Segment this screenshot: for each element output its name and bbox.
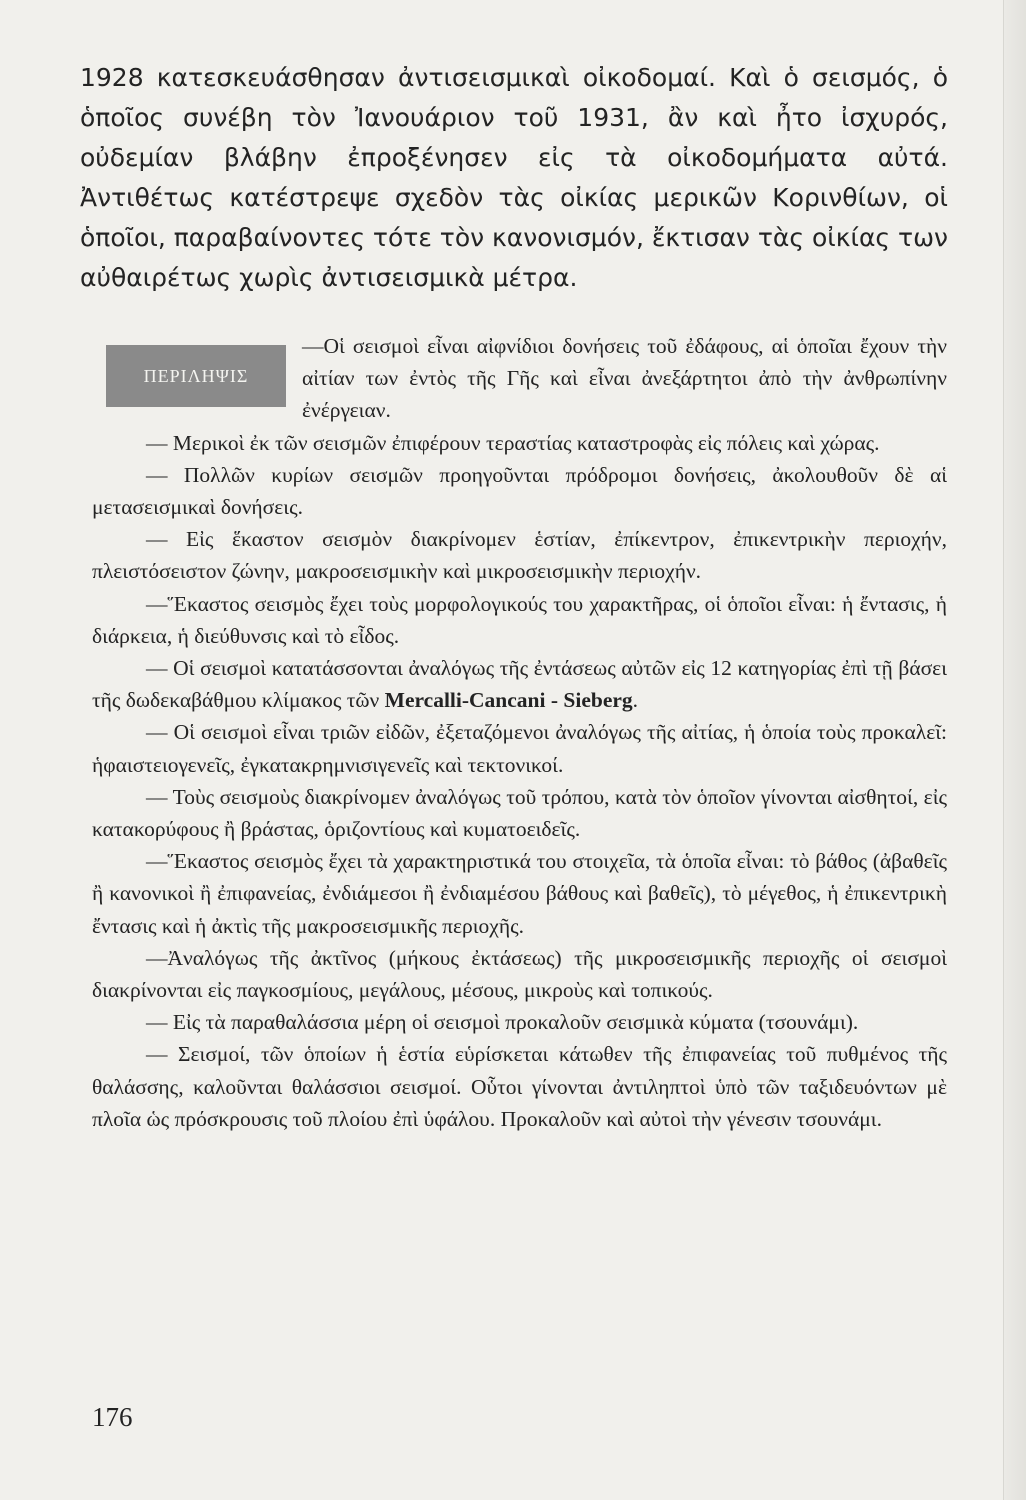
intro-section [80, 58, 948, 298]
summary-paragraph: —Ἀναλόγως τῆς ἀκτῖνος (μήκους ἐκτάσεως) τῆς μικροσεισμικῆς περιοχῆς οἱ σεισμοὶ διακρίνονται εἰς παγκοσμίους, μεγάλους, μέσους, μικροὺς καὶ τοπικούς. [92, 945, 947, 1003]
summary-paragraph [92, 652, 947, 716]
summary-paragraph: — Σεισμοί, τῶν ὁποίων ἡ ἑστία εὑρίσκεται κάτωθεν τῆς ἐπιφανείας τοῦ πυθμένος τῆς θαλάσσης, καλοῦνται θαλάσσιοι σεισμοί. Οὗτοι γίνονται ἀντιληπτοὶ ὑπὸ τῶν ταξιδευόντων μὲ πλοῖα ὡς πρόσκρουσις τοῦ πλοίου ἐπὶ ὑφάλου. Προκαλοῦν καὶ αὐτοὶ τὴν γένεσιν τσουνάμι. [92, 1042, 947, 1131]
summary-paragraph: — Οἱ σεισμοὶ εἶναι τριῶν εἰδῶν, ἐξεταζόμενοι ἀναλόγως τῆς αἰτίας, ἡ ὁποία τοὺς προκαλεῖ: ἡφαιστειογενεῖς, ἐγκατακρημνισιγενεῖς καὶ τεκτονικοί. [92, 720, 947, 777]
summary-paragraph: —Ἕκαστος σεισμὸς ἔχει τὰ χαρακτηριστικά του στοιχεῖα, τὰ ὁποῖα εἶναι: τὸ βάθος (ἀβαθεῖς ἢ κανονικοὶ ἢ ἐπιφανείας, ἐνδιάμεσοι ἢ ἐνδιαμέσου βάθους καὶ βαθεῖς), τὸ μέγεθος, ἡ ἐπικεντρικὴ ἔντασις καὶ ἡ ἀκτὶς τῆς μακροσεισμικῆς περιοχῆς. [92, 849, 947, 938]
summary-section [92, 330, 947, 1135]
summary-text: — Οἱ σεισμοὶ κατατάσσονται ἀναλόγως τῆς ἐντάσεως αὐτῶν εἰς 12 κατηγορίας ἐπὶ τῇ βάσει τῆς δωδεκαβάθμου κλίμακος τῶν [92, 656, 947, 713]
summary-text-end: . [632, 688, 639, 713]
page-number: 176 [92, 1402, 133, 1432]
summary-paragraph: — Τοὺς σεισμοὺς διακρίνομεν ἀναλόγως τοῦ τρόπου, κατὰ τὸν ὁποῖον γίνονται αἰσθητοί, εἰς κατακορύφους ἢ βράστας, ὁριζοντίους καὶ κυματοειδεῖς. [92, 784, 947, 842]
summary-paragraph: —Ἕκαστος σεισμὸς ἔχει τοὺς μορφολογικούς του χαρακτῆρας, οἱ ὁποῖοι εἶναι: ἡ ἔντασις, ἡ διάρκεια, ἡ διεύθυνσις καὶ τὸ εἶδος. [92, 591, 947, 648]
summary-paragraph: — Εἰς τὰ παραθαλάσσια μέρη οἱ σεισμοὶ προκαλοῦν σεισμικὰ κύματα (τσουνάμι). [146, 1010, 859, 1035]
summary-paragraph: — Εἰς ἕκαστον σεισμὸν διακρίνομεν ἑστίαν, ἐπίκεντρον, ἐπικεντρικὴν περιοχήν, πλειστόσειστον ζώνην, μακροσεισμικὴν καὶ μικροσεισμικὴν περιοχήν. [92, 527, 947, 584]
summary-paragraph: —Οἱ σεισμοὶ εἶναι αἰφνίδιοι δονήσεις τοῦ ἐδάφους, αἱ ὁποῖαι ἔχουν τὴν αἰτίαν των ἐντὸς τῆς Γῆς καὶ εἶναι ἀνεξάρτητοι ἀπὸ τὴν ἀνθρωπίνην ἐνέργειαν. [302, 334, 947, 423]
page-edge [1003, 0, 1026, 1500]
summary-label: ΠΕΡΙΛΗΨΙΣ [106, 345, 286, 407]
summary-paragraph: — Μερικοὶ ἐκ τῶν σεισμῶν ἐπιφέρουν τεραστίας καταστροφὰς εἰς πόλεις καὶ χώρας. [146, 430, 880, 455]
summary-paragraph: — Πολλῶν κυρίων σεισμῶν προηγοῦνται πρόδρομοι δονήσεις, ἀκολουθοῦν δὲ αἱ μετασεισμικαὶ δονήσεις. [92, 462, 947, 520]
scale-name: Mercalli-Cancani - Sieberg [384, 688, 633, 713]
intro-paragraph: 1928 κατεσκευάσθησαν ἀντισεισμικαὶ οἰκοδομαί. Καὶ ὁ σεισμός, ὁ ὁποῖος συνέβη τὸν Ἰανουάριον τοῦ 1931, ἂν καὶ ἦτο ἰσχυρός, οὐδεμίαν βλάβην ἐπροξένησεν εἰς τὰ οἰκοδομήματα αὐτά. Ἀντιθέτως κατέστρεψε σχεδὸν τὰς οἰκίας μερικῶν Κορινθίων, οἱ ὁποῖοι, παραβαίνοντες τότε τὸν κανονισμόν, ἔκτισαν τὰς οἰκίας των αὐθαιρέτως χωρὶς ἀντισεισμικὰ μέτρα. [80, 63, 948, 292]
